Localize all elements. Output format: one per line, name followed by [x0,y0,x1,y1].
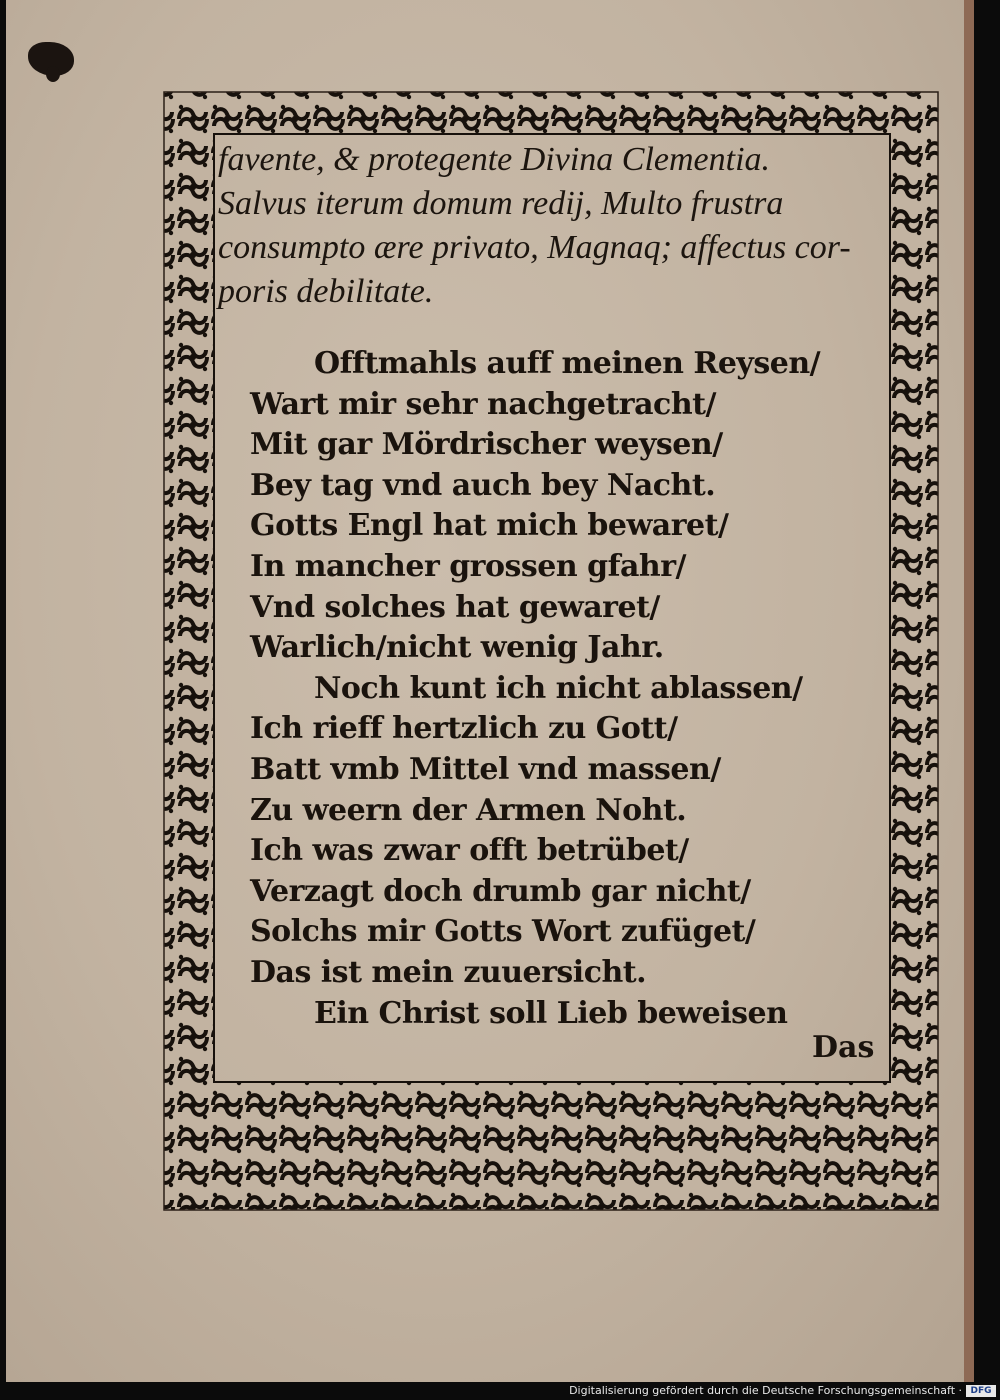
footer-credit: Digitalisierung gefördert durch die Deutsche Forschungsgemeinschaft · [569,1384,962,1397]
verse-line: Ich was zwar offt betrübet/ [250,833,689,869]
digitization-footer [0,1382,1000,1400]
latin-line-3: consumpto ære privato, Magnaq; affectus cor- [218,229,851,266]
latin-line-1: favente, & protegente Divina Clementia. [218,141,771,178]
verse-line: Gotts Engl hat mich bewaret/ [250,508,729,544]
latin-line-4: poris debilitate. [218,273,434,310]
verse-line: Wart mir sehr nachgetracht/ [250,386,716,422]
latin-line-2: Salvus iterum domum redij, Multo frustra [218,185,784,222]
verse-line: Warlich/nicht wenig Jahr. [250,630,664,666]
verse-line: Mit gar Mördrischer weysen/ [250,427,723,463]
verse-line: Ich rieff hertzlich zu Gott/ [250,711,678,747]
book-page [6,0,974,1382]
german-verse [250,344,890,1034]
verse-line: Solchs mir Gotts Wort zufüget/ [250,914,756,950]
verse-line: Bey tag vnd auch bey Nacht. [250,467,716,503]
verse-line: Noch kunt ich nicht ablassen/ [314,670,803,706]
verse-line: Verzagt doch drumb gar nicht/ [250,873,751,909]
verse-line: Vnd solches hat gewaret/ [250,589,660,625]
verse-line: Batt vmb Mittel vnd massen/ [250,751,721,787]
verse-line: Zu weern der Armen Noht. [250,792,687,828]
verse-line: Ein Christ soll Lieb beweisen [314,995,788,1031]
verse-line: In mancher grossen gfahr/ [250,548,687,584]
catchword: Das [812,1030,875,1065]
dfg-logo: DFG [966,1385,996,1397]
verse-line: Das ist mein zuuersicht. [250,954,647,990]
verse-line: Offtmahls auff meinen Reysen/ [314,346,821,381]
latin-preamble [218,138,886,314]
